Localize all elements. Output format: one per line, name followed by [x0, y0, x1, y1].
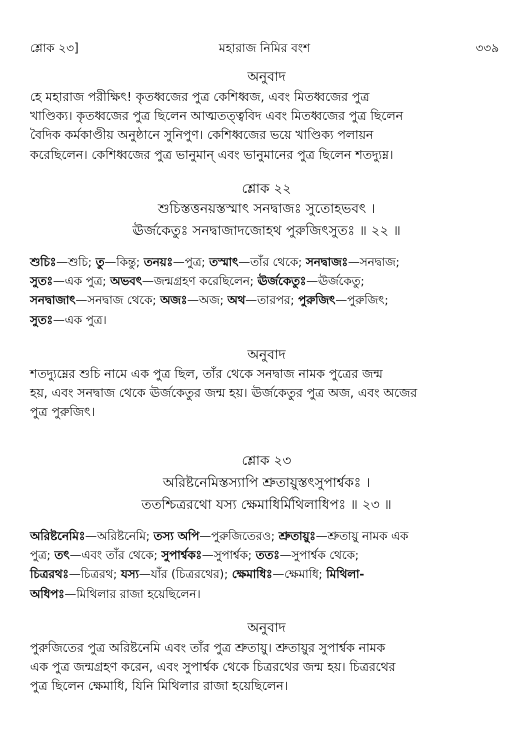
- synonym-term: তস্য অপি: [153, 529, 200, 543]
- synonym-meaning: —সনদ্বাজ থেকে;: [75, 293, 161, 308]
- verse-text-22: [30, 198, 503, 242]
- text-line: করেছিলেন। কেশিধ্বজের পুত্র ভানুমান্ এবং ভানুমানের পুত্র ছিলেন শতদ্যুম্ন।: [30, 146, 394, 162]
- synonym-line: [30, 272, 503, 291]
- synonym-meaning: —তারপর;: [245, 293, 299, 308]
- synonym-term: তস্মাৎ: [209, 255, 239, 269]
- text-line: শতদ্যুম্নের শুচি নামে এক পুত্র ছিল, তাঁর থেকে সনদ্বাজ নামক পুত্রের জন্ম: [30, 366, 383, 381]
- page-number: ৩৩৯: [475, 41, 499, 55]
- synonym-meaning: —চিত্ররথ;: [68, 567, 121, 582]
- text-line: পুরুজিতের পুত্র অরিষ্টনেমি এবং তাঁর পুত্র শ্রুতায়ু। শ্রুতায়ুর সুপার্শ্বক নামক: [30, 640, 386, 655]
- text-line: পুত্র পুরুজিৎ।: [30, 404, 96, 420]
- translation-paragraph-3: [30, 638, 503, 696]
- synonym-meaning: —এবং তাঁর থেকে;: [69, 548, 162, 563]
- synonym-meaning: —ঊর্জকেতু;: [306, 274, 365, 289]
- text-line: হয়, এবং সনদ্বাজ থেকে ঊর্জকেতুর জন্ম হয়। ঊর্জকেতুর পুত্র অজ, এবং অজের: [30, 385, 418, 401]
- translation-heading-1: অনুবাদ: [247, 69, 286, 85]
- synonym-meaning: —সুপার্শ্বক;: [201, 548, 256, 563]
- synonym-meaning: —ক্ষেমাধি;: [272, 567, 327, 582]
- synonym-meaning: পুত্র;: [30, 548, 55, 563]
- text-line: হে মহারাজ পরীক্ষিৎ! কৃতধ্বজের পুত্র কেশিধ্বজ, এবং মিতধ্বজের পুত্র: [30, 89, 370, 104]
- translation-paragraph-1: [30, 87, 503, 164]
- synonym-line: [30, 527, 503, 546]
- synonym-term: শুচিঃ: [30, 255, 57, 269]
- synonym-line: [30, 546, 503, 565]
- translation-paragraph-2: [30, 364, 503, 422]
- synonym-meaning: —জন্মগ্রহণ করেছিলেন;: [142, 274, 258, 289]
- synonym-meaning: —কিন্তু;: [104, 255, 144, 269]
- synonym-meaning: —পুত্র;: [172, 255, 210, 269]
- synonym-term: পুরুজিৎ: [298, 293, 336, 308]
- translation-heading-3: অনুবাদ: [247, 620, 286, 636]
- text-line: খাণ্ডিক্য। কৃতধ্বজের পুত্র ছিলেন আত্মতত্ত্ববিদ এবং মিতধ্বজের পুত্র ছিলেন: [30, 108, 403, 124]
- synonym-term: সুতঃ: [30, 274, 53, 289]
- synonym-term: ক্ষেমাধিঃ: [231, 567, 273, 582]
- synonym-term: অভবৎ: [110, 274, 143, 289]
- verse-heading-23: শ্লোক ২৩: [241, 453, 292, 469]
- synonym-meaning: —শ্রুতায়ু নামক এক: [315, 529, 409, 543]
- synonym-term: ততঃ: [255, 548, 280, 563]
- verse-line: ঊর্জকেতুঃ সনদ্বাজাদজোহথ পুরুজিৎসুতঃ ॥ ২২ ॥: [132, 223, 401, 239]
- running-header: [30, 40, 499, 58]
- synonym-meaning: —অজ;: [187, 293, 228, 308]
- synonym-term: শ্রুতায়ুঃ: [278, 529, 316, 543]
- synonym-term: অধিপঃ: [30, 586, 65, 601]
- verse-line: অরিষ্টনেমিস্তস্যাপি শ্রুতায়ুস্তৎসুপার্শ্বকঃ ।: [162, 475, 371, 491]
- synonym-term: তনয়ঃ: [143, 255, 173, 269]
- synonym-term: যস্য: [120, 567, 139, 582]
- synonym-meaning: —সুপার্শ্বক থেকে;: [279, 548, 359, 563]
- synonym-term: ঊর্জকেতুঃ: [257, 274, 307, 289]
- verse-heading-22: শ্লোক ২২: [241, 181, 292, 197]
- synonym-term: তু: [95, 255, 105, 269]
- synonym-term: চিত্ররথঃ: [30, 567, 69, 582]
- synonym-meaning: —এক পুত্র।: [52, 312, 107, 327]
- synonym-meaning: —এক পুত্র;: [52, 274, 111, 289]
- synonym-meaning: —পুরুজিতেরও;: [199, 529, 279, 543]
- verse-line: ততশ্চিত্ররথো যস্য ক্ষেমাধির্মিথিলাধিপঃ ॥ ২৩ ॥: [141, 497, 392, 513]
- synonym-term: অজঃ: [160, 293, 188, 308]
- synonym-term: অথ: [227, 293, 246, 308]
- synonym-meaning: —পুরুজিৎ;: [335, 293, 389, 308]
- synonym-line: [30, 291, 503, 310]
- synonym-meaning: —সনদ্বাজ;: [347, 255, 400, 269]
- synonym-meaning: —তাঁর থেকে;: [238, 255, 306, 269]
- synonym-term: অরিষ্টনেমিঃ: [30, 529, 86, 543]
- text-line: পুত্র ছিলেন ক্ষেমাধি, যিনি মিথিলার রাজা হয়েছিলেন।: [30, 678, 288, 694]
- verse-text-23: [30, 472, 503, 516]
- synonym-term: তৎ: [54, 548, 70, 563]
- translation-heading-2: অনুবাদ: [247, 347, 286, 363]
- text-line: বৈদিক কর্মকাণ্ডীয় অনুষ্ঠানে সুনিপুণ। কেশিধ্বজের ভয়ে খাণ্ডিক্য পলায়ন: [30, 127, 374, 143]
- synonym-term: সুতঃ: [30, 312, 53, 327]
- synonym-term: সুপার্শ্বকঃ: [161, 548, 202, 563]
- synonyms-22: [30, 253, 503, 330]
- synonym-meaning: —অরিষ্টনেমি;: [85, 529, 154, 543]
- synonym-meaning: —যাঁর (চিত্ররথের);: [138, 567, 232, 582]
- synonym-line: [30, 311, 503, 330]
- synonyms-23: [30, 527, 503, 604]
- verse-line: শুচিস্তত্তনয়স্তস্মাৎ সনদ্বাজঃ সুতোহভবৎ ।: [157, 201, 376, 217]
- header-chapter-title: মহারাজ নিমির বংশ: [218, 41, 311, 55]
- synonym-term: মিথিলা-: [326, 567, 365, 582]
- synonym-term: সনদ্বাজাৎ: [30, 293, 76, 308]
- synonym-line: [30, 565, 503, 584]
- header-verse-ref: শ্লোক ২৩]: [30, 41, 79, 55]
- synonym-line: [30, 253, 503, 272]
- synonym-term: সনদ্বাজঃ: [305, 255, 348, 269]
- synonym-line: [30, 585, 503, 604]
- synonym-meaning: —মিথিলার রাজা হয়েছিলেন।: [64, 586, 201, 601]
- synonym-meaning: —শুচি;: [56, 255, 96, 269]
- text-line: এক পুত্র জন্মগ্রহণ করেন, এবং সুপার্শ্বক থেকে চিত্ররথের জন্ম হয়। চিত্ররথের: [30, 659, 396, 675]
